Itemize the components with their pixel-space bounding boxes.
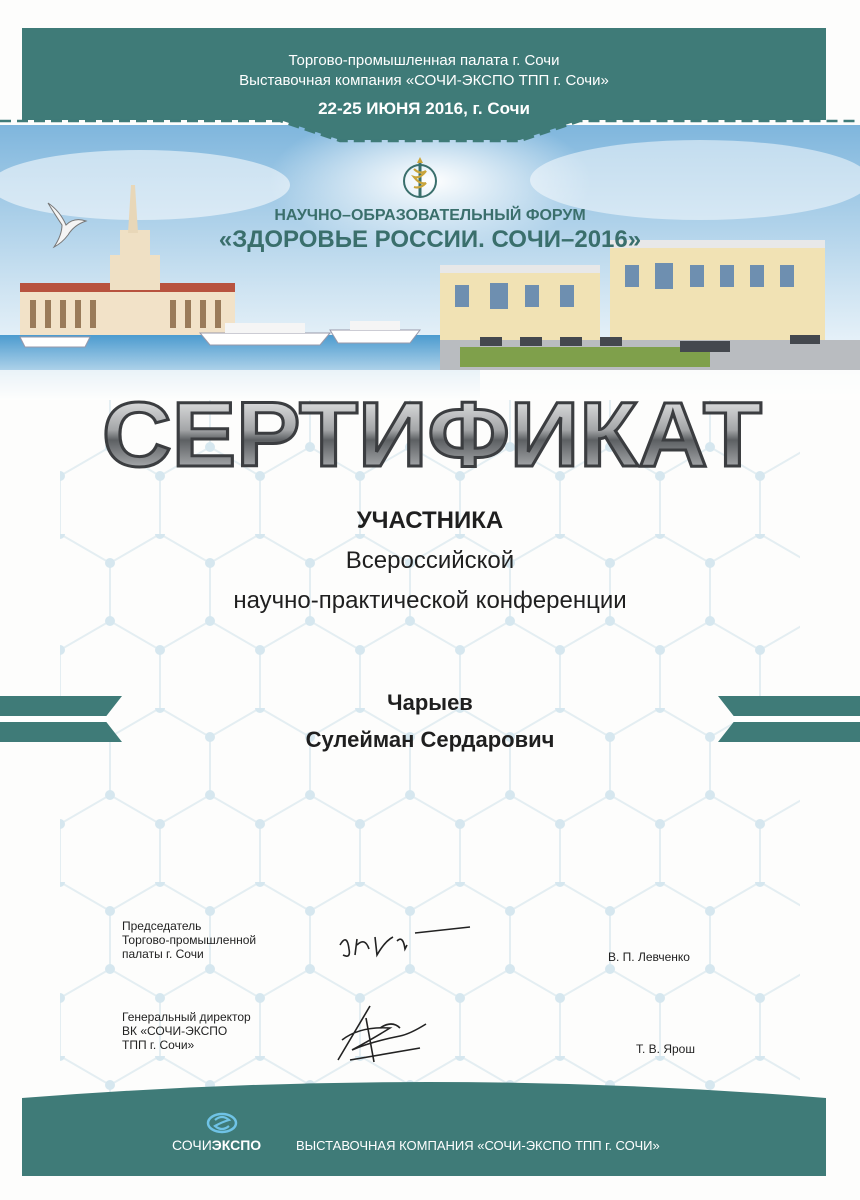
recipient-surname: Чарыев xyxy=(387,690,473,715)
signatory-2-title: Генеральный директор ВК «СОЧИ-ЭКСПО ТПП г. Сочи» xyxy=(122,1010,251,1052)
certificate-word: СЕРТИФИКАТ xyxy=(102,384,763,486)
signatory-1-title: Председатель Торгово-промышленной палаты г. Сочи xyxy=(122,919,257,961)
recipient-given-names: Сулейман Сердарович xyxy=(305,727,555,752)
certificate-heading xyxy=(82,380,782,490)
footer-company: ВЫСТАВОЧНАЯ КОМПАНИЯ «СОЧИ-ЭКСПО ТПП г. СОЧИ» xyxy=(296,1138,660,1153)
event-date: 22-25 ИЮНЯ 2016, г. Сочи xyxy=(318,99,530,118)
conference-scope: Всероссийской xyxy=(345,547,515,574)
signature-2 xyxy=(330,998,440,1070)
forum-title: «ЗДОРОВЬЕ РОССИИ. СОЧИ–2016» xyxy=(218,226,642,253)
sochi-expo-logo-icon xyxy=(206,1112,238,1134)
organizer-chamber: Торгово-промышленная палата г. Сочи xyxy=(288,52,560,69)
signature-1 xyxy=(335,915,475,965)
conference-type: научно-практической конференции xyxy=(233,587,627,614)
participant-label: УЧАСТНИКА xyxy=(356,507,504,534)
organizer-expo: Выставочная компания «СОЧИ-ЭКСПО ТПП г. Сочи» xyxy=(239,72,609,89)
signatory-2-name: Т. В. Ярош xyxy=(636,1042,695,1056)
forum-name: НАУЧНО–ОБРАЗОВАТЕЛЬНЫЙ ФОРУМ xyxy=(274,207,586,224)
footer-brand: СОЧИЭКСПО xyxy=(172,1137,262,1153)
signatory-1-name: В. П. Левченко xyxy=(608,950,690,964)
caduceus-logo-icon xyxy=(397,155,443,201)
